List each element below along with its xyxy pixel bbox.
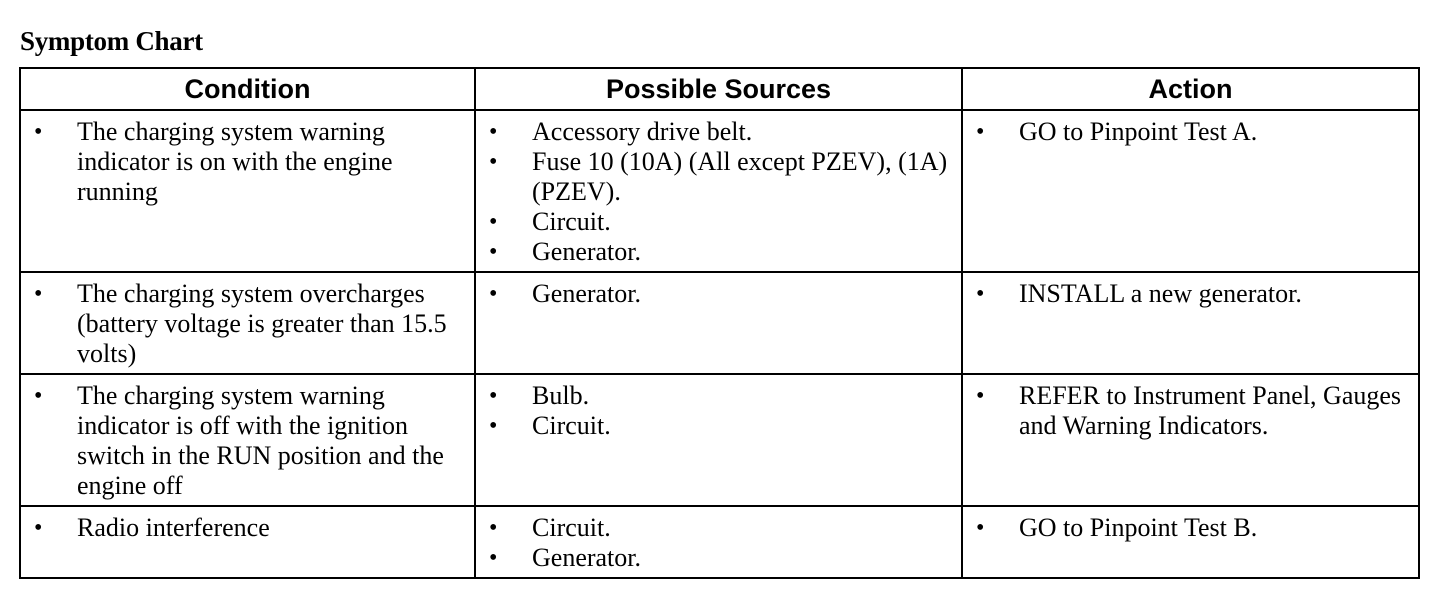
list-item: • INSTALL a new generator.: [971, 279, 1412, 309]
header-possible-sources: Possible Sources: [475, 68, 962, 110]
list-item: • Bulb.: [484, 381, 955, 411]
sources-cell: [475, 110, 962, 272]
sources-cell: [475, 506, 962, 578]
list-item: • GO to Pinpoint Test B.: [971, 513, 1412, 543]
header-condition: Condition: [20, 68, 475, 110]
list-item: • Generator.: [484, 543, 955, 573]
table-row: [20, 374, 1419, 506]
action-cell: [962, 374, 1419, 506]
list-item: • The charging system warning indicator is on with the engine running: [29, 117, 468, 207]
table-row: [20, 110, 1419, 272]
condition-cell: [20, 272, 475, 374]
sources-cell: [475, 272, 962, 374]
action-cell: [962, 110, 1419, 272]
list-item: • Circuit.: [484, 411, 955, 441]
condition-cell: [20, 374, 475, 506]
page-title: Symptom Chart: [20, 26, 203, 56]
action-cell: [962, 272, 1419, 374]
list-item: • The charging system overcharges (battery voltage is greater than 15.5 volts): [29, 279, 468, 369]
header-action: Action: [962, 68, 1419, 110]
action-cell: [962, 506, 1419, 578]
list-item: • Generator.: [484, 279, 955, 309]
list-item: • Generator.: [484, 237, 955, 267]
condition-cell: [20, 506, 475, 578]
list-item: • Radio interference: [29, 513, 468, 543]
list-item: • GO to Pinpoint Test A.: [971, 117, 1412, 147]
list-item: • Circuit.: [484, 513, 955, 543]
table-row: [20, 272, 1419, 374]
list-item: • Accessory drive belt.: [484, 117, 955, 147]
sources-cell: [475, 374, 962, 506]
list-item: • REFER to Instrument Panel, Gauges and Warning Indicators.: [971, 381, 1412, 441]
symptom-table: [19, 67, 1420, 579]
condition-cell: [20, 110, 475, 272]
list-item: • Fuse 10 (10A) (All except PZEV), (1A) (PZEV).: [484, 147, 955, 207]
list-item: • The charging system warning indicator is off with the ignition switch in the RUN position and the engine off: [29, 381, 468, 501]
table-row: [20, 506, 1419, 578]
list-item: • Circuit.: [484, 207, 955, 237]
header-row: [20, 68, 1419, 110]
